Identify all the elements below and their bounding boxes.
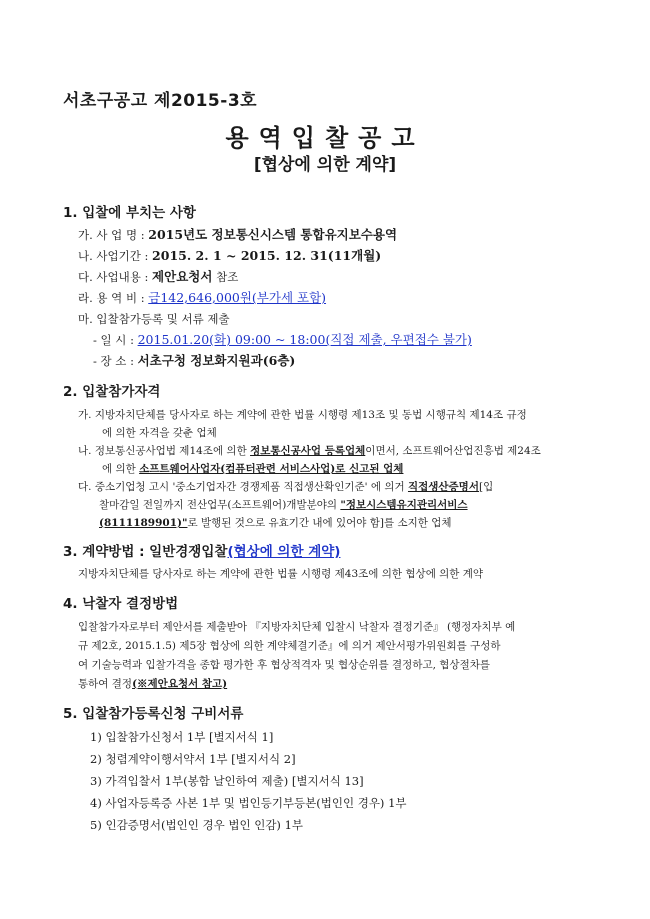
qualification-a-line2: 에 의한 자격을 갖춘 업체 [102, 427, 217, 439]
project-period-label: 나. 사업기간 : [78, 249, 153, 263]
winner-method-line2: 규 제2호, 2015.1.5) 제5장 협상에 의한 계약체결기준』에 의거 제안서평가위원회를 구성하 [78, 640, 501, 652]
document-item: 5) 인감증명서(법인인 경우 법인 인감) 1부 [90, 818, 304, 832]
service-fee-value: 금142,646,000원(부가세 포함) [148, 290, 327, 305]
winner-method-line4 [78, 676, 227, 692]
qualification-b-line1 [78, 443, 541, 459]
qualification-c-line2 [99, 497, 468, 513]
qualification-c-line2-em: "정보시스템유지관리서비스 [340, 499, 468, 511]
service-fee-row [78, 290, 326, 306]
project-content-suffix: 참조 [212, 270, 239, 284]
project-period-value: 2015. 2. 1 ~ 2015. 12. 31(11개월) [152, 248, 382, 263]
project-content-value: 제안요청서 [152, 269, 213, 284]
section-3-heading [63, 544, 340, 560]
qualification-c-line1-post: [입 [478, 481, 494, 493]
registration-place-row [93, 353, 295, 369]
document-item: 2) 청렴계약이행서약서 1부 [별지서식 2] [90, 752, 296, 766]
page-subtitle: [협상에 의한 계약] [253, 155, 397, 175]
section-2-heading: 2. 입찰참가자격 [63, 384, 161, 400]
winner-method-line4-em: (※제안요청서 참고) [132, 678, 228, 690]
contract-method-desc: 지방자치단체를 당사자로 하는 계약에 관한 법률 시행령 제43조에 의한 협상에 의한 계약 [78, 568, 484, 580]
document-item: 3) 가격입찰서 1부(봉함 날인하여 제출) [별지서식 13] [90, 774, 364, 788]
project-content-row [78, 269, 238, 285]
document-item: 4) 사업자등록증 사본 1부 및 법인등기부등본(법인인 경우) 1부 [90, 796, 407, 810]
project-name-value: 2015년도 정보통신시스템 통합유지보수용역 [148, 227, 398, 242]
project-name-row [78, 227, 397, 243]
winner-method-line3: 여 기술능력과 입찰가격을 종합 평가한 후 협상적격자 및 협상순위를 결정하고, 협상절차를 [78, 659, 491, 671]
section-1-heading: 1. 입찰에 부치는 사항 [63, 205, 196, 221]
qualification-c-line3-post: 로 발행된 것으로 유효기간 내에 있어야 함]를 소지한 업체 [187, 517, 452, 529]
qualification-c-line2-pre: 찰마감일 전일까지 전산업무(소프트웨어)개발분야의 [99, 499, 341, 511]
document-item: 1) 입찰참가신청서 1부 [별지서식 1] [90, 730, 274, 744]
qualification-b-line2-em: 소프트웨어사업자(컴퓨터관련 서비스사업)로 신고된 업체 [139, 463, 404, 475]
service-fee-label: 라. 용 역 비 : [78, 291, 149, 305]
project-period-row [78, 248, 381, 264]
qualification-b-line2-pre: 에 의한 [102, 463, 140, 475]
registration-place-value: 서초구청 정보화지원과(6층) [137, 353, 296, 368]
qualification-b-line1-post: 이면서, 소프트웨어산업진흥법 제24조 [365, 445, 541, 457]
notice-number: 서초구공고 제2015-3호 [63, 91, 258, 111]
qualification-c-line1 [78, 479, 493, 495]
section-3-heading-text: 3. 계약방법 : 일반경쟁입찰 [63, 544, 228, 560]
qualification-b-line1-pre: 나. 정보통신공사업법 제14조에 의한 [78, 445, 251, 457]
project-content-label: 다. 사업내용 : [78, 270, 153, 284]
qualification-c-line3 [99, 515, 452, 531]
winner-method-line4-pre: 통하여 결정 [78, 678, 133, 690]
registration-datetime-row [93, 332, 472, 348]
qualification-a-line1: 가. 지방자치단체를 당사자로 하는 계약에 관한 법률 시행령 제13조 및 동법 시행규칙 제14조 규정 [78, 409, 527, 421]
section-5-heading: 5. 입찰참가등록신청 구비서류 [63, 706, 244, 722]
registration-place-label: - 장 소 : [93, 354, 138, 368]
registration-datetime-label: - 일 시 : [93, 333, 138, 347]
qualification-b-line1-em: 정보통신공사업 등록업체 [250, 445, 366, 457]
qualification-b-line2 [102, 461, 403, 477]
section-3-heading-link: (협상에 의한 계약) [227, 544, 341, 560]
project-name-label: 가. 사 업 명 : [78, 228, 149, 242]
registration-label: 마. 입찰참가등록 및 서류 제출 [78, 312, 230, 326]
page-title: 용역입찰공고 [225, 124, 425, 152]
winner-method-line1: 입찰참가자로부터 제안서를 제출받아 『지방자치단체 입찰시 낙찰자 결정기준』 (행정자치부 예 [78, 621, 516, 633]
qualification-c-line3-em: (8111189901)" [99, 517, 188, 529]
qualification-c-line1-pre: 다. 중소기업청 고시 '중소기업자간 경쟁제품 직접생산확인기준' 에 의거 [78, 481, 408, 493]
qualification-c-line1-em: 직접생산증명서 [407, 481, 479, 493]
section-4-heading: 4. 낙찰자 결정방법 [63, 596, 179, 612]
registration-datetime-value: 2015.01.20(화) 09:00 ~ 18:00(직접 제출, 우편접수 불가) [137, 332, 472, 347]
